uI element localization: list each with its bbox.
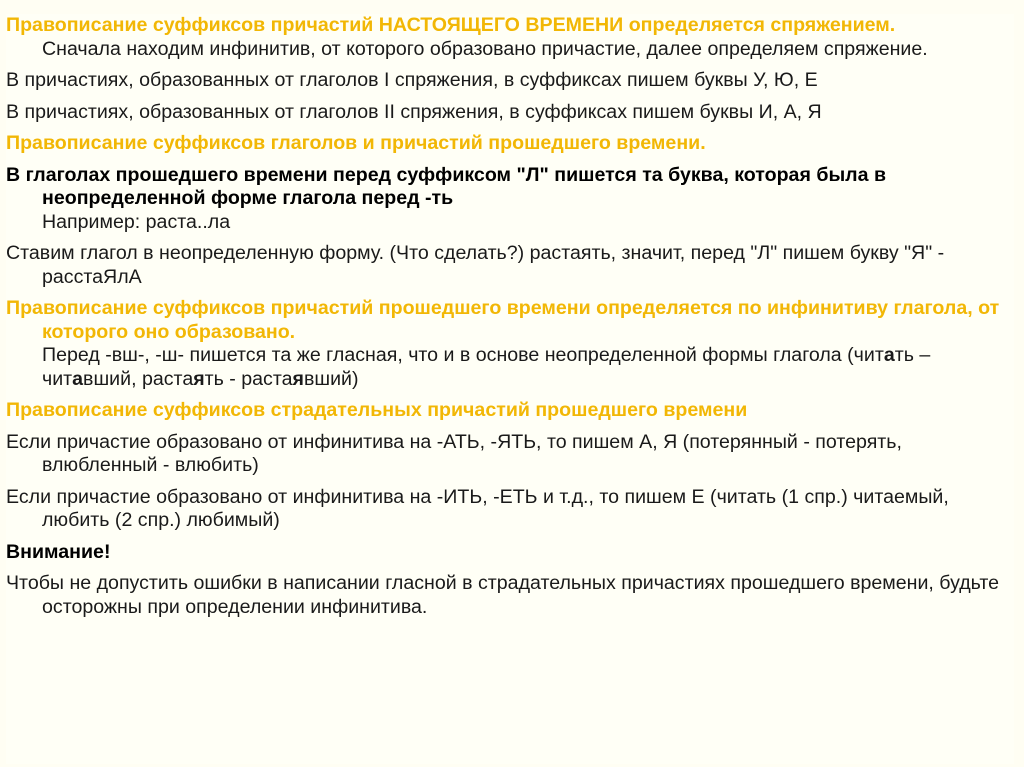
- paragraph-at-yat-rule: Если причастие образовано от инфинитива на -АТЬ, -ЯТЬ, то пишем А, Я (потерянный - потерять, влюбленный - влюбить): [6, 430, 902, 476]
- paragraph-present-participles: [6, 14, 1014, 61]
- heading-passive-participles: Правописание суффиксов страдательных причастий прошедшего времени: [6, 399, 748, 421]
- heading-attention: Внимание!: [6, 540, 111, 563]
- paragraph-past-participles: [6, 297, 1014, 391]
- slide-content: [6, 14, 1014, 764]
- paragraph-first-conjugation: В причастиях, образованных от глаголов I спряжения, в суффиксах пишем буквы У, Ю, Е: [6, 69, 818, 91]
- paragraph-infinitive-form: Ставим глагол в неопределенную форму. (Что сделать?) растаять, значит, перед "Л" пишем букву "Я" - расстаЯлА: [6, 242, 945, 288]
- text-vsh-rule: Перед -вш-, -ш- пишется та же гласная, что и в основе неопределенной формы глагола (читать – читавший, растаять - растаявший): [42, 344, 931, 390]
- heading-past-participles: Правописание суффиксов причастий прошедшего времени определяется по инфинитиву глагола, от которого оно образовано.: [6, 297, 1000, 343]
- heading-past-tense-suffixes: Правописание суффиксов глаголов и причастий прошедшего времени.: [6, 132, 706, 154]
- text-past-tense-rule: В глаголах прошедшего времени перед суффиксом "Л" пишется та буква, которая была в неопределенной форме глагола перед -ть: [6, 163, 887, 209]
- paragraph-warning: Чтобы не допустить ошибки в написании гласной в страдательных причастиях прошедшего времени, будьте осторожны при определении инфинитива.: [6, 572, 999, 618]
- heading-present-participles: Правописание суффиксов причастий НАСТОЯЩЕГО ВРЕМЕНИ определяется спряжением.: [6, 14, 896, 36]
- paragraph-second-conjugation: В причастиях, образованных от глаголов II спряжения, в суффиксах пишем буквы И, А, Я: [6, 100, 822, 123]
- paragraph-it-et-rule: Если причастие образовано от инфинитива на -ИТЬ, -ЕТЬ и т.д., то пишем Е (читать (1 спр.) читаемый, любить (2 спр.) любимый): [6, 485, 949, 531]
- text-example: Например: раста..ла: [42, 210, 231, 233]
- paragraph-past-tense-rule: [6, 164, 1014, 235]
- text-find-infinitive: Сначала находим инфинитив, от которого образовано причастие, далее определяем спряжение.: [42, 37, 928, 60]
